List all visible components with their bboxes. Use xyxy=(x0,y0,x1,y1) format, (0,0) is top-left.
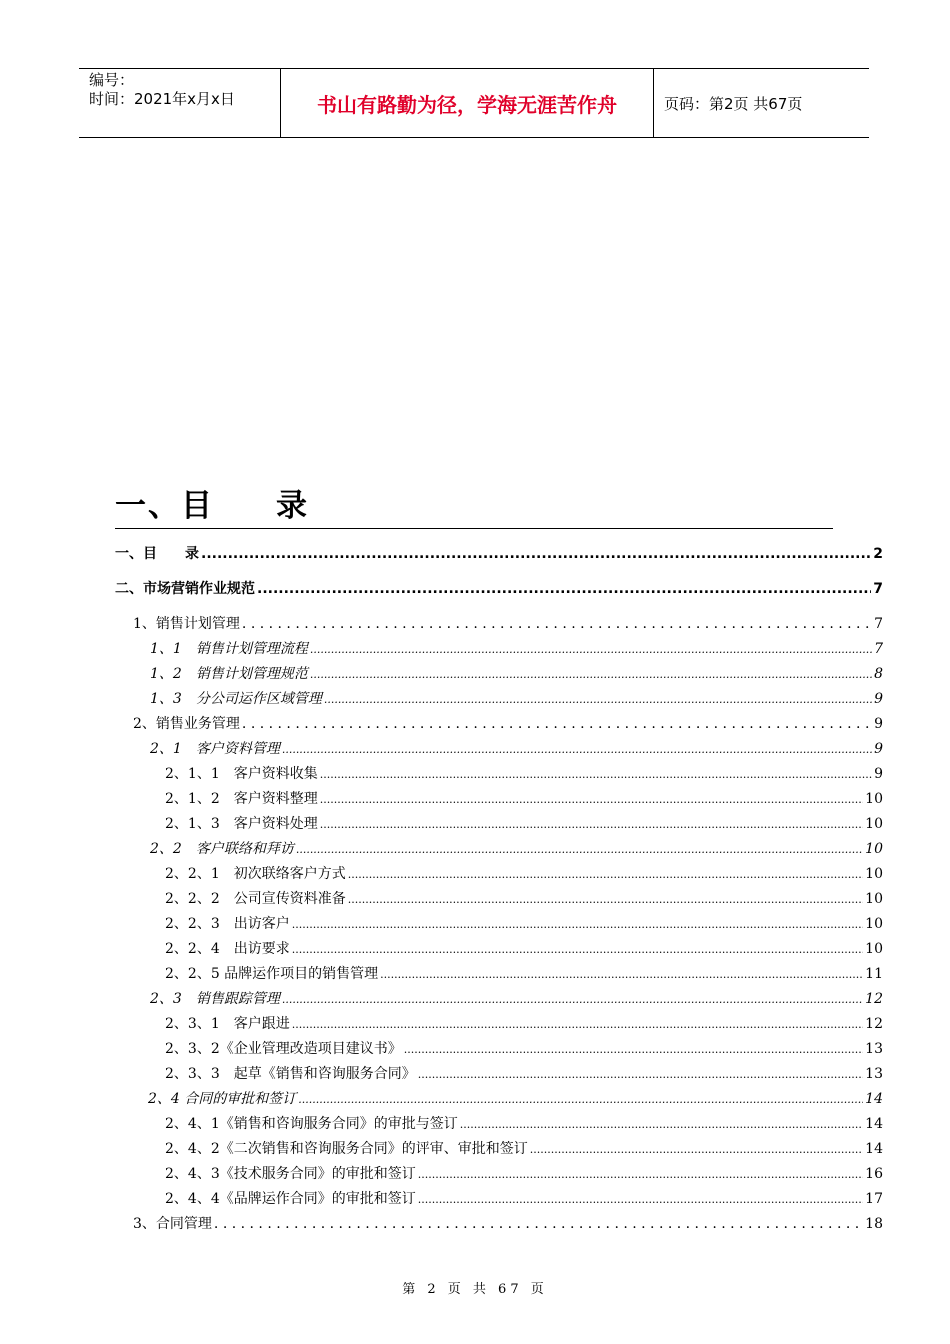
toc-entry-page: 2 xyxy=(873,546,883,562)
toc-entry-label: 2、2 客户联络和拜访 xyxy=(150,841,294,857)
toc-entry-page: 17 xyxy=(865,1191,883,1207)
toc-entry-page: 9 xyxy=(874,716,883,732)
toc-entry-page: 7 xyxy=(874,616,883,632)
toc-heading xyxy=(115,480,309,525)
toc-entry-label: 2、3 销售跟踪管理 xyxy=(150,991,280,1007)
toc-entry-label: 2、销售业务管理 xyxy=(133,716,240,732)
toc-entry[interactable] xyxy=(165,1063,883,1083)
toc-entry-label: 2、1、3 客户资料处理 xyxy=(165,816,318,832)
page-footer: 第 2 页 共 67 页 xyxy=(402,1282,548,1297)
toc-entry-page: 14 xyxy=(865,1141,883,1157)
motto: 书山有路勤为径，学海无涯苦作舟 xyxy=(281,69,654,137)
toc-entry[interactable] xyxy=(165,863,883,883)
toc-entry[interactable] xyxy=(133,613,883,633)
toc-entry-label: 2、3、3 起草《销售和咨询服务合同》 xyxy=(165,1066,416,1082)
toc-heading-part-a: 一、目 xyxy=(115,488,214,524)
toc-entry[interactable] xyxy=(165,763,883,783)
toc-entry-page: 9 xyxy=(874,741,883,757)
toc-entry-page: 10 xyxy=(865,816,883,832)
toc-entry-page: 16 xyxy=(865,1166,883,1182)
toc-entry[interactable] xyxy=(165,1013,883,1033)
page-header xyxy=(79,68,869,138)
toc-entry[interactable] xyxy=(150,738,883,758)
toc-entry-page: 7 xyxy=(873,581,883,597)
toc-entry[interactable] xyxy=(165,1163,883,1183)
toc-entry-page: 11 xyxy=(865,966,883,982)
toc-entry-page: 7 xyxy=(874,641,883,657)
toc-entry-label: 2、4 合同的审批和签订 xyxy=(148,1091,297,1107)
toc-entry-label: 2、2、5 品牌运作项目的销售管理 xyxy=(165,966,379,982)
toc-entry[interactable] xyxy=(150,638,883,658)
toc-entry-page: 10 xyxy=(865,841,883,857)
toc-entry[interactable] xyxy=(165,1188,883,1208)
toc-entry-label: 2、1、1 客户资料收集 xyxy=(165,766,318,782)
toc-entry-page: 8 xyxy=(874,666,883,682)
toc-entry-label: 2、4、3《技术服务合同》的审批和签订 xyxy=(165,1166,416,1182)
toc-entry-label: 2、1、2 客户资料整理 xyxy=(165,791,318,807)
toc-entry-page: 12 xyxy=(865,991,883,1007)
toc-entry-page: 14 xyxy=(865,1116,883,1132)
toc-entry[interactable] xyxy=(165,913,883,933)
toc-entry[interactable] xyxy=(165,1038,883,1058)
toc-entry-label: 2、1 客户资料管理 xyxy=(150,741,280,757)
toc-entry-label: 1、3 分公司运作区域管理 xyxy=(150,691,322,707)
toc-entry-label: 2、4、1《销售和咨询服务合同》的审批与签订 xyxy=(165,1116,458,1132)
toc-entry[interactable] xyxy=(133,1213,883,1233)
toc-entry-label: 2、4、2《二次销售和咨询服务合同》的评审、审批和签订 xyxy=(165,1141,528,1157)
toc-entry-page: 13 xyxy=(865,1041,883,1057)
toc-entry[interactable] xyxy=(165,938,883,958)
toc-entry-label: 一、目 录 xyxy=(115,546,199,562)
toc-entry-label: 2、3、1 客户跟进 xyxy=(165,1016,290,1032)
toc-entry-label: 2、4、4《品牌运作合同》的审批和签订 xyxy=(165,1191,416,1207)
toc-entry-label: 2、2、2 公司宣传资料准备 xyxy=(165,891,346,907)
toc-entry[interactable] xyxy=(165,963,883,983)
toc-entry[interactable] xyxy=(165,1113,883,1133)
toc-entry-label: 3、合同管理 xyxy=(133,1216,212,1232)
toc-entry[interactable] xyxy=(148,1088,883,1108)
time-label: 时间：2021年x月x日 xyxy=(89,90,235,108)
toc-entry[interactable] xyxy=(165,888,883,908)
toc-heading-part-b: 录 xyxy=(276,488,309,524)
toc-entry-page: 10 xyxy=(865,791,883,807)
toc-entry-page: 14 xyxy=(865,1091,883,1107)
toc-entry[interactable] xyxy=(150,838,883,858)
toc-entry-page: 13 xyxy=(865,1066,883,1082)
toc-entry-label: 二、市场营销作业规范 xyxy=(115,581,255,597)
header-meta xyxy=(79,69,281,137)
toc-entry[interactable] xyxy=(115,543,883,563)
toc-entry-label: 2、3、2《企业管理改造项目建议书》 xyxy=(165,1041,402,1057)
toc-entry-page: 9 xyxy=(874,766,883,782)
toc-entry[interactable] xyxy=(165,788,883,808)
toc-entry-label: 1、1 销售计划管理流程 xyxy=(150,641,308,657)
toc-entry-label: 1、销售计划管理 xyxy=(133,616,240,632)
toc-entry[interactable] xyxy=(165,813,883,833)
toc-entry-page: 10 xyxy=(865,916,883,932)
toc-entry-page: 9 xyxy=(874,691,883,707)
toc-entry-page: 10 xyxy=(865,891,883,907)
toc-divider xyxy=(115,528,833,529)
toc-entry-page: 10 xyxy=(865,866,883,882)
toc-entry-label: 2、2、3 出访客户 xyxy=(165,916,290,932)
toc-entry[interactable] xyxy=(165,1138,883,1158)
toc-entry-label: 2、2、4 出访要求 xyxy=(165,941,290,957)
toc-entry-page: 10 xyxy=(865,941,883,957)
toc-entry[interactable] xyxy=(115,578,883,598)
toc-entry-label: 1、2 销售计划管理规范 xyxy=(150,666,308,682)
toc-entry[interactable] xyxy=(133,713,883,733)
toc-entry[interactable] xyxy=(150,988,883,1008)
number-label: 编号： xyxy=(89,71,135,89)
toc-entry-label: 2、2、1 初次联络客户方式 xyxy=(165,866,346,882)
toc-entry-page: 18 xyxy=(865,1216,883,1232)
toc-entry-page: 12 xyxy=(865,1016,883,1032)
toc-entry[interactable] xyxy=(150,663,883,683)
toc-entry[interactable] xyxy=(150,688,883,708)
page-label: 页码：第2页 共67页 xyxy=(664,94,803,113)
